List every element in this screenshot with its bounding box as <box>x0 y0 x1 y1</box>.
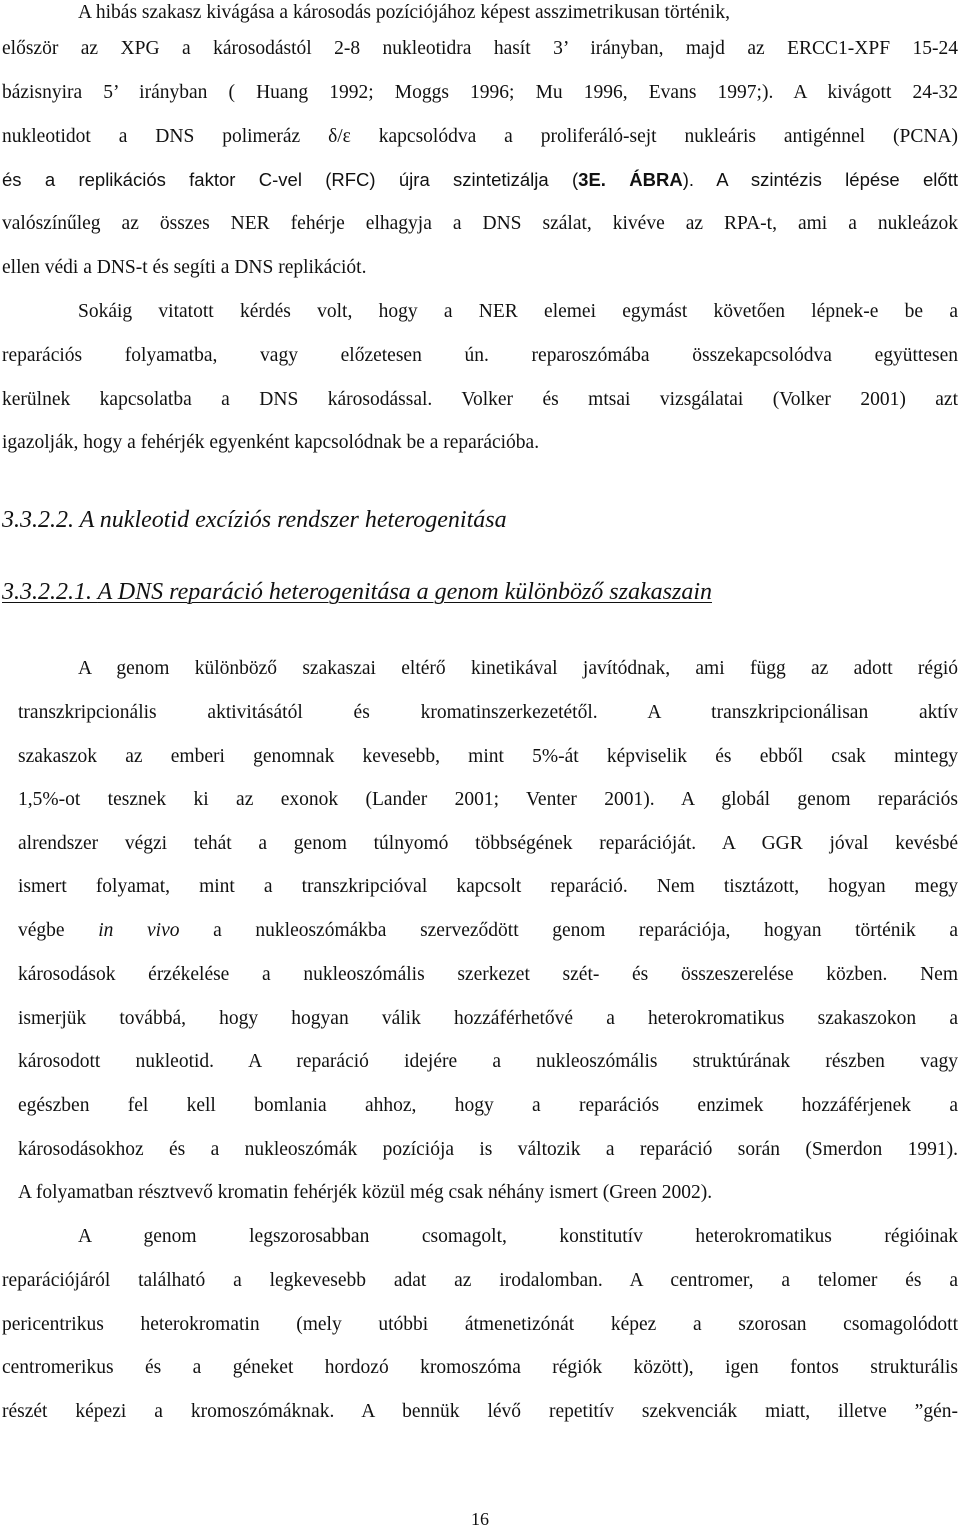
para3-line-8: károsodások érzékelése a nukleoszómális szerkezet szét- és összeszerelése közben. Nem <box>18 964 958 985</box>
para4-line-2: reparációjáról található a legkevesebb adat az irodalomban. A centromer, a telomer és a <box>2 1270 958 1291</box>
para4-line-1: A genom legszorosabban csomagolt, konstitutív heterokromatikus régióinak <box>78 1226 958 1247</box>
para2-line-1: Sokáig vitatott kérdés volt, hogy a NER elemei egymást követően lépnek-e be a <box>78 301 958 322</box>
para1-line-5 <box>2 167 958 193</box>
figure-reference: 3E. ÁBRA <box>578 169 683 190</box>
para1-line-5-c: ). A szintézis lépése előtt <box>682 169 958 190</box>
para3-line-12: károsodásokhoz és a nukleoszómák pozíciója is változik a reparáció során (Smerdon 1991). <box>18 1139 958 1160</box>
para3-line-7 <box>18 918 958 944</box>
para1-line-3: bázisnyira 5’ irányban ( Huang 1992; Moggs 1996; Mu 1996, Evans 1997;). A kivágott 24-32 <box>2 82 958 103</box>
para4-line-3: pericentrikus heterokromatin (mely utóbbi átmenetizónát képez a szorosan csomagolódott <box>2 1314 958 1335</box>
para3-line-9: ismerjük továbbá, hogy hogyan válik hozzáférhetővé a heterokromatikus szakaszokon a <box>18 1008 958 1029</box>
para3-line-10: károsodott nukleotid. A reparáció idejére a nukleoszómális struktúrának részben vagy <box>18 1051 958 1072</box>
para4-line-5: részét képezi a kromoszómáknak. A bennük lévő repetitív szekvenciák miatt, illetve ”gén- <box>2 1401 958 1422</box>
para3-line-13: A folyamatban résztvevő kromatin fehérjék közül még csak néhány ismert (Green 2002). <box>18 1182 713 1203</box>
para1-line-4: nukleotidot a DNS polimeráz δ/ε kapcsolódva a proliferáló-sejt nukleáris antigénnel (PCNA) <box>2 126 958 147</box>
para3-line-11: egészben fel kell bomlania ahhoz, hogy a reparációs enzimek hozzáférjenek a <box>18 1095 958 1116</box>
para2-line-2: reparációs folyamatba, vagy előzetesen ún. reparoszómába összekapcsolódva együttesen <box>2 345 958 366</box>
subsection-title: A DNS reparáció heterogenitása a genom különböző szakaszain <box>97 579 712 605</box>
para3-line-6: ismert folyamat, mint a transzkripcióval kapcsolt reparáció. Nem tisztázott, hogyan megy <box>18 876 958 897</box>
para3-line-1: A genom különböző szakaszai eltérő kinetikával javítódnak, ami függ az adott régió <box>78 658 958 679</box>
para2-line-3: kerülnek kapcsolatba a DNS károsodással. Volker és mtsai vizsgálatai (Volker 2001) azt <box>2 389 958 410</box>
para3-line-5: alrendszer végzi tehát a genom túlnyomó többségének reparációját. A GGR jóval kevésbé <box>18 833 958 854</box>
para1-line-2: először az XPG a károsodástól 2-8 nukleotidra hasít 3’ irányban, majd az ERCC1-XPF 15-24 <box>2 38 958 59</box>
para1-line-6: valószínűleg az összes NER fehérje elhagyja a DNS szálat, kivéve az RPA-t, ami a nukleázok <box>2 213 958 234</box>
para2-line-4: igazolják, hogy a fehérjék egyenként kapcsolódnak be a reparációba. <box>2 432 540 453</box>
in-vivo-term: in vivo <box>98 920 180 941</box>
para3-line-2: transzkripcionális aktivitásától és kromatinszerkezetétől. A transzkripcionálisan aktív <box>18 702 958 723</box>
para3-line-7-a: végbe <box>18 920 99 941</box>
para4-line-4: centromerikus és a géneket hordozó kromoszóma régiók között), igen fontos strukturális <box>2 1357 958 1378</box>
para3-line-4: 1,5%-ot tesznek ki az exonok (Lander 2001; Venter 2001). A globál genom reparációs <box>18 789 958 810</box>
para3-line-7-c: a nukleoszómákba szerveződött genom reparációja, hogyan történik a <box>179 920 959 941</box>
page-number: 16 <box>471 1509 489 1529</box>
subsection-heading <box>2 577 712 607</box>
para1-line-5-a: és a replikációs faktor C-vel (RFC) újra szintetizálja ( <box>2 169 579 190</box>
para1-line-1: A hibás szakasz kivágása a károsodás pozíciójához képest asszimetrikusan történik, <box>78 2 730 23</box>
subsection-number: 3.3.2.2.1. <box>2 579 92 605</box>
section-heading: 3.3.2.2. A nukleotid excíziós rendszer heterogenitása <box>2 507 507 533</box>
para1-line-7: ellen védi a DNS-t és segíti a DNS replikációt. <box>2 257 367 278</box>
para3-line-3: szakaszok az emberi genomnak kevesebb, mint 5%-át képviselik és ebből csak mintegy <box>18 746 958 767</box>
